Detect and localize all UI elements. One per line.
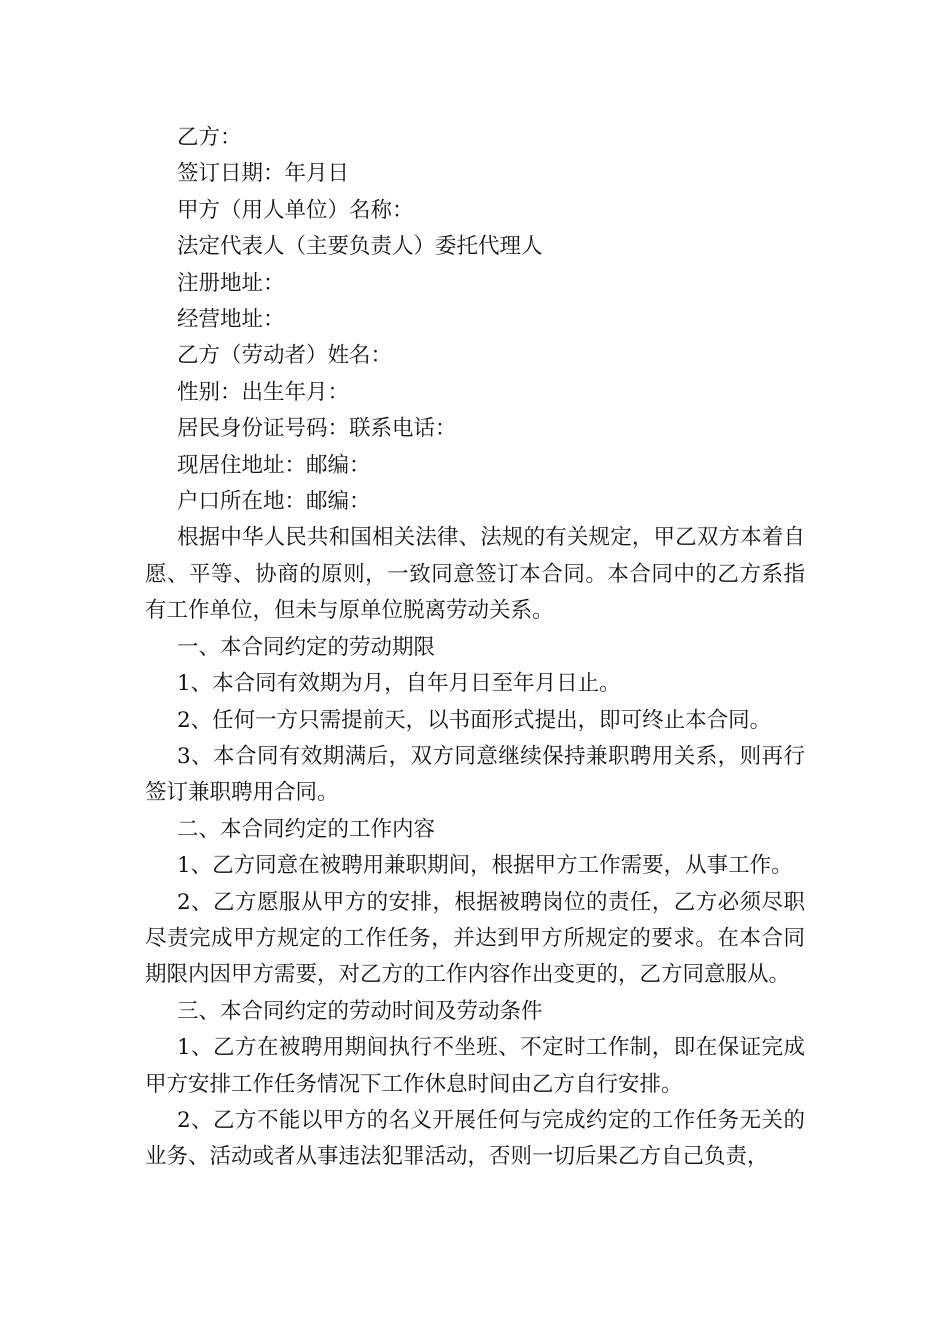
section-1-clause-1: 1、本合同有效期为月，自年月日至年月日止。: [177, 671, 621, 697]
section-2-clause-2: 2、乙方愿服从甲方的安排，根据被聘岗位的责任，乙方必须尽职尽责完成甲方规定的工作任务，并达到甲方所规定的要求。在本合同期限内因甲方需要，对乙方的工作内容作出变更的，乙方同意服从。: [145, 889, 805, 988]
id-phone-line: 居民身份证号码：联系电话：: [177, 416, 457, 442]
legal-representative-line: 法定代表人（主要负责人）委托代理人: [177, 234, 543, 260]
section-3-heading: 三、本合同约定的劳动时间及劳动条件: [177, 998, 543, 1024]
section-2-heading: 二、本合同约定的工作内容: [177, 816, 436, 842]
business-address-line: 经营地址：: [177, 307, 285, 333]
current-address-line: 现居住地址：邮编：: [177, 452, 371, 478]
section-3-clause-2: 2、乙方不能以甲方的名义开展任何与完成约定的工作任务无关的业务、活动或者从事违法犯罪活动，否则一切后果乙方自己负责，: [145, 1107, 805, 1170]
signing-date-line: 签订日期：年月日: [177, 161, 350, 187]
preamble-paragraph: 根据中华人民共和国相关法律、法规的有关规定，甲乙双方本着自愿、平等、协商的原则，一致同意签订本合同。本合同中的乙方系指有工作单位，但未与原单位脱离劳动关系。: [145, 525, 805, 624]
section-1-clause-2: 2、任何一方只需提前天，以书面形式提出，即可终止本合同。: [177, 707, 772, 733]
section-1-clause-3: 3、本合同有效期满后，双方同意继续保持兼职聘用关系，则再行签订兼职聘用合同。: [145, 743, 805, 806]
registered-address-line: 注册地址：: [177, 270, 285, 296]
section-3-clause-1: 1、乙方在被聘用期间执行不坐班、不定时工作制，即在保证完成甲方安排工作任务情况下工作休息时间由乙方自行安排。: [145, 1035, 805, 1097]
party-b-line: 乙方：: [177, 125, 242, 150]
contract-body: [145, 120, 805, 1176]
section-2-clause-1: 1、乙方同意在被聘用兼职期间，根据甲方工作需要，从事工作。: [177, 853, 793, 879]
employer-name-line: 甲方（用人单位）名称：: [177, 197, 414, 223]
section-1-heading: 一、本合同约定的劳动期限: [177, 634, 436, 660]
worker-name-line: 乙方（劳动者）姓名：: [177, 343, 393, 369]
household-registration-line: 户口所在地：邮编：: [177, 489, 371, 515]
gender-birth-line: 性别：出生年月：: [177, 379, 350, 405]
